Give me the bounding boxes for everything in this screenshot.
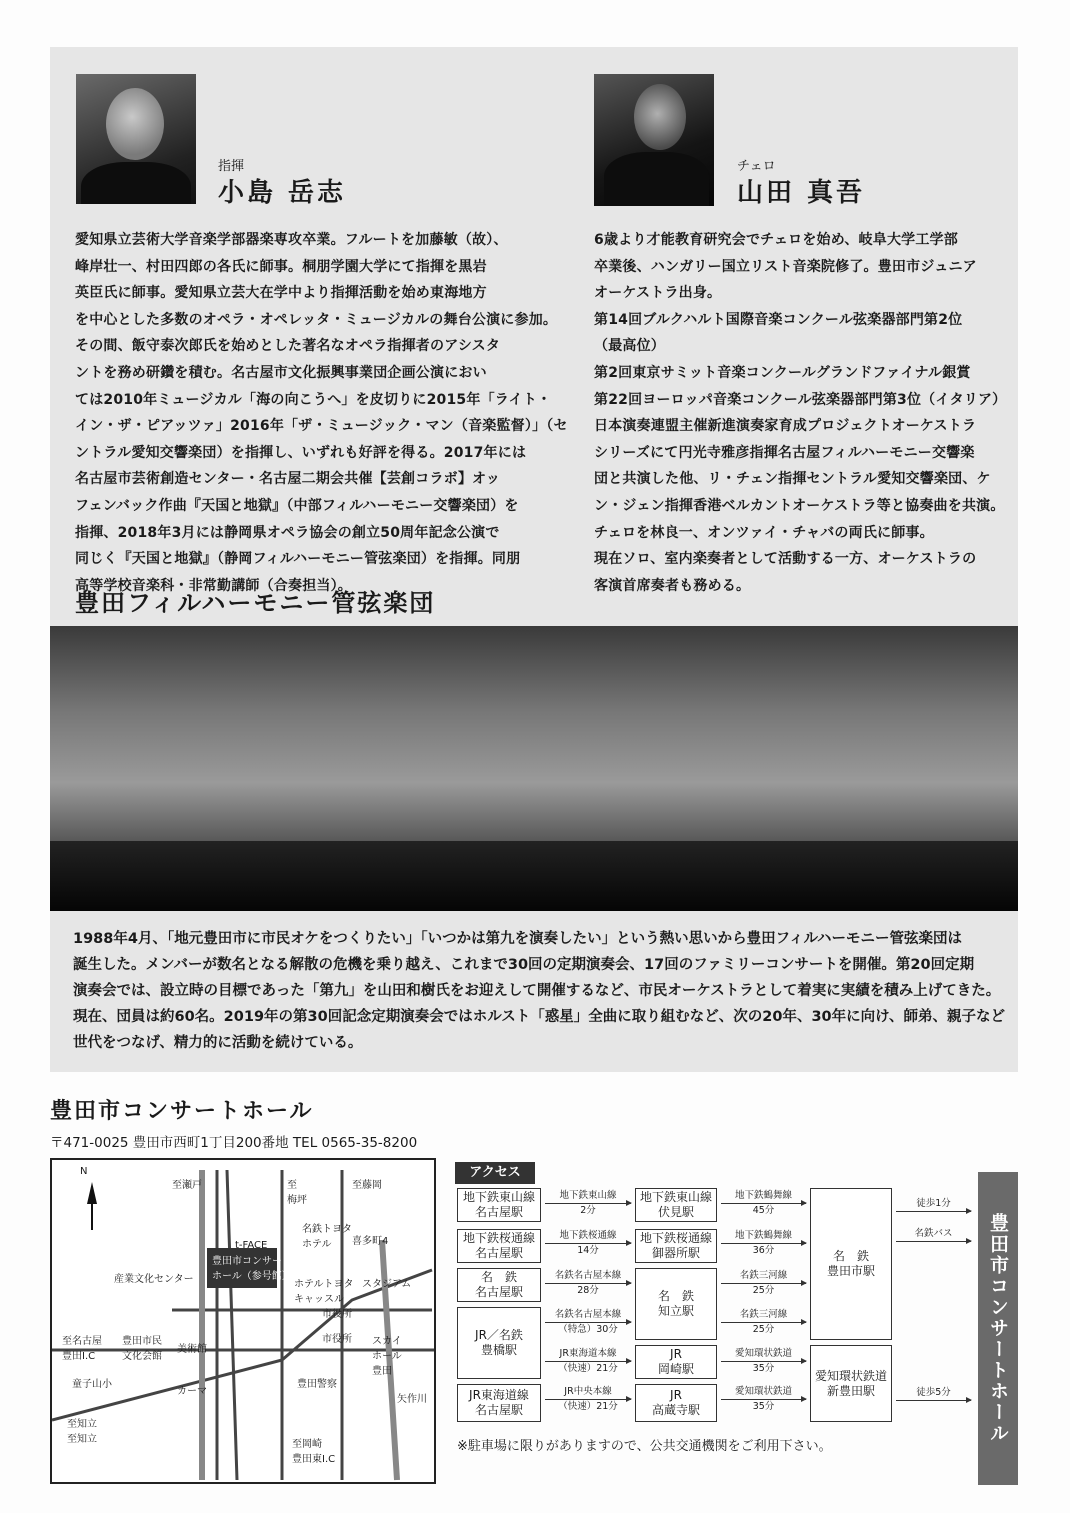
station-jr_tokaido_nagoya: JR東海道線 名古屋駅 (457, 1384, 541, 1422)
map-label-hall: 豊田市コンサート ホール（参号館） (212, 1256, 292, 1282)
cellist-bio: 6歳より才能教育研究会でチェロを始め、岐阜大学工学部 卒業後、ハンガリー国立リスト音楽院修了。豊田市ジュニア オーケストラ出身。 第14回ブルクハルト国際音楽コンクール弦楽器部門第2位 （最高位） 第2回東京サミット音楽コンクールグランドファイナル銀賞 第22回ヨーロッパ音楽コンクール弦楽器部門第3位（イタリア） 日本演奏連盟主催新進演奏家育成プロジェクトオーケストラ シリーズにて円光寺雅彦指揮名古屋フィルハーモニー交響楽 団と共演した他、リ・チェン指揮セントラル愛知交響楽団、ケ ン・ジェン指揮香港ベルカントオーケストラ等と協奏曲を共演。 チェロを林良一、オンツァイ・チャバの両氏に師事。 現在ソロ、室内楽奏者として活動する一方、オーケストラの 客演首席奏者も務める。 (594, 232, 1007, 594)
map-label-police: 豊田警察 (297, 1379, 337, 1390)
map-label-nagoya-ic: 至名古屋 豊田I.C (62, 1336, 102, 1362)
station-aikan_shintoyota: 愛知環状鉄道 新豊田駅 (810, 1345, 892, 1422)
map-label-chiryu2: 至知立 (67, 1434, 97, 1445)
station-higashiyama_fushimi: 地下鉄東山線 伏見駅 (635, 1188, 717, 1222)
route-c2 (896, 1228, 971, 1243)
route-line: 名鉄三河線 (739, 1270, 788, 1281)
map-label-stadium: スタジアム (362, 1279, 412, 1290)
map-label-bunka: 豊田市民 文化会館 (122, 1336, 162, 1362)
station-higashiyama_nagoya: 地下鉄東山線 名古屋駅 (457, 1188, 541, 1222)
route-time: （快速）21分 (558, 1363, 618, 1374)
route-line: 愛知環状鉄道 (734, 1386, 792, 1397)
route-b4 (721, 1309, 806, 1336)
map-label-sangyo: 産業文化センター (114, 1274, 194, 1285)
route-line: 名鉄バス (914, 1228, 953, 1239)
map-label-shiyakusho1: 市役所 (322, 1309, 352, 1320)
route-time: 25分 (752, 1324, 775, 1335)
cellist-name: 山田 真吾 (737, 178, 866, 208)
route-line: 地下鉄桜通線 (559, 1230, 617, 1241)
route-line: 名鉄三河線 (739, 1309, 788, 1320)
map-label-seto: 至瀬戸 (172, 1180, 202, 1191)
access-tag: アクセス (455, 1162, 535, 1184)
route-time: 35分 (752, 1401, 775, 1412)
route-time: 45分 (752, 1205, 775, 1216)
route-b1 (721, 1190, 806, 1217)
route-c3 (896, 1387, 971, 1402)
route-a1 (545, 1190, 631, 1217)
route-a6 (545, 1386, 631, 1413)
map-label-tface: t-FACE (235, 1240, 268, 1251)
route-line: 地下鉄鶴舞線 (734, 1230, 792, 1241)
hall-title: 豊田市コンサートホール (50, 1099, 314, 1124)
route-b2 (721, 1230, 806, 1257)
map-label-shiyakusho2: 市役所 (322, 1334, 352, 1345)
map-label-chiryu1: 至知立 (67, 1419, 97, 1430)
route-time: 36分 (752, 1245, 775, 1256)
orchestra-photo (50, 626, 1018, 911)
map-label-doshiyama: 童子山小 (72, 1379, 112, 1390)
station-meitetsu_toyotashi: 名 鉄 豊田市駅 (810, 1188, 892, 1340)
conductor-photo (76, 74, 196, 204)
station-sakuradori_gokiso: 地下鉄桜通線 御器所駅 (635, 1229, 717, 1263)
route-time: （特急）30分 (558, 1324, 618, 1335)
route-time: 28分 (577, 1285, 599, 1296)
map-label-yahagi: 矢作川 (397, 1394, 427, 1405)
route-line: 名鉄名古屋本線 (554, 1309, 622, 1320)
route-line: 名鉄名古屋本線 (554, 1270, 622, 1281)
route-line: JR東海道本線 (559, 1348, 617, 1359)
route-line: 愛知環状鉄道 (734, 1348, 792, 1359)
map-label-fujioka: 至藤岡 (352, 1180, 382, 1191)
map-label-okazaki: 至岡崎 豊田東I.C (292, 1439, 336, 1465)
route-line: 地下鉄東山線 (559, 1190, 617, 1201)
map-label-skyhall: スカイ ホール 豊田 (372, 1336, 402, 1377)
orchestra-intro: 1988年4月、「地元豊田市に市民オケをつくりたい」「いつかは第九を演奏したい」という熱い思いから豊田フィルハーモニー管弦楽団は 誕生した。メンバーが数名となる解散の危機を乗り越え、これまで30回の定期演奏会、17回のファミリーコンサートを開催。第20回定期 演奏会では、設立時の目標であった「第九」を山田和樹氏をお迎えして開催するなど、市民オーケストラとして着実に実績を積み上げてきた。 現在、団員は約60名。2019年の第30回記念定期演奏会ではホルスト「惑星」全曲に取り組むなど、次の20年、30年に向け、師弟、親子など 世代をつなげ、精力的に活動を続けている。 (73, 931, 1006, 1051)
route-b3 (721, 1270, 806, 1297)
conductor-role: 指揮 (218, 159, 245, 174)
route-line: 徒歩5分 (916, 1387, 951, 1398)
cellist-role: チェロ (737, 159, 776, 174)
map-label-hotel: 名鉄トヨタ ホテル (302, 1224, 352, 1250)
route-a5 (545, 1348, 631, 1375)
station-jr_kozoji: JR 高蔵寺駅 (635, 1384, 717, 1422)
route-a3 (545, 1270, 631, 1297)
route-time: 2分 (580, 1205, 596, 1216)
station-jr_okazaki: JR 岡崎駅 (635, 1345, 717, 1379)
route-time: （快速）21分 (558, 1401, 618, 1412)
route-time: 25分 (752, 1285, 775, 1296)
route-a2 (545, 1230, 631, 1257)
station-sakuradori_nagoya: 地下鉄桜通線 名古屋駅 (457, 1229, 541, 1263)
orchestra-title: 豊田フィルハーモニー管弦楽団 (75, 589, 436, 617)
map-label-kitamachi: 喜多町4 (352, 1236, 389, 1247)
route-time: 14分 (577, 1245, 599, 1256)
map-label-castle: ホテルトヨタ キャッスル (294, 1279, 354, 1305)
parking-note: ※駐車場に限りがありますので、公共交通機関をご利用下さい。 (457, 1439, 832, 1454)
map-label-museum: 美術館 (177, 1344, 207, 1355)
hall-address: 〒471-0025 豊田市西町1丁目200番地 TEL 0565-35-8200 (50, 1135, 418, 1151)
map-label-umetsubo: 至 梅坪 (287, 1180, 307, 1206)
route-line: 地下鉄鶴舞線 (734, 1190, 792, 1201)
route-c1 (896, 1198, 971, 1213)
station-meitetsu_nagoya: 名 鉄 名古屋駅 (457, 1268, 541, 1302)
route-b5 (721, 1348, 806, 1375)
route-line: JR中央本線 (564, 1386, 612, 1397)
station-jr_kanayama: JR／名鉄 豊橋駅 (457, 1307, 541, 1379)
conductor-name: 小島 岳志 (218, 178, 347, 208)
conductor-bio: 愛知県立芸術大学音楽学部器楽専攻卒業。フルートを加藤敏（故）、 峰岸壮一、村田四郎の各氏に師事。桐朋学園大学にて指揮を黒岩 英臣氏に師事。愛知県立芸大在学中より指揮活動を始め東海地方 を中心とした多数のオペラ・オペレッタ・ミュージカルの舞台公演に参加。 その間、飯守泰次郎氏を始めとした著名なオペラ指揮者のアシスタ ントを務め研鑽を積む。名古屋市文化振興事業団企画公演におい ては2010年ミュージカル「海の向こうへ」を皮切りに2015年「ライト・ イン・ザ・ピアッツァ」2016年「ザ・ミュージック・マン（音楽監督）」（セ ントラル愛知交響楽団）を指揮し、いずれも好評を得る。2017年には 名古屋市芸術創造センター・名古屋二期会共催【芸創コラボ】オッ フェンバック作曲『天国と地獄』（中部フィルハーモニー交響楽団）を 指揮、2018年3月には静岡県オペラ協会の創立50周年記念公演で 同じく『天国と地獄』（静岡フィルハーモニー管弦楽団）を指揮。同朋 高等学校音楽科・非常勤講師（合奏担当）。 (75, 232, 568, 594)
route-a4 (545, 1309, 631, 1336)
route-line: 徒歩1分 (916, 1198, 951, 1209)
route-time: 35分 (752, 1363, 775, 1374)
north-label: N (80, 1166, 88, 1177)
station-meitetsu_chiryu: 名 鉄 知立駅 (635, 1268, 717, 1340)
hall-vertical-label: 豊田市コンサートホール (978, 1172, 1018, 1485)
cellist-photo (594, 74, 714, 206)
access-map (50, 1158, 436, 1484)
map-label-kama: カーマ (177, 1386, 207, 1397)
route-b6 (721, 1386, 806, 1413)
